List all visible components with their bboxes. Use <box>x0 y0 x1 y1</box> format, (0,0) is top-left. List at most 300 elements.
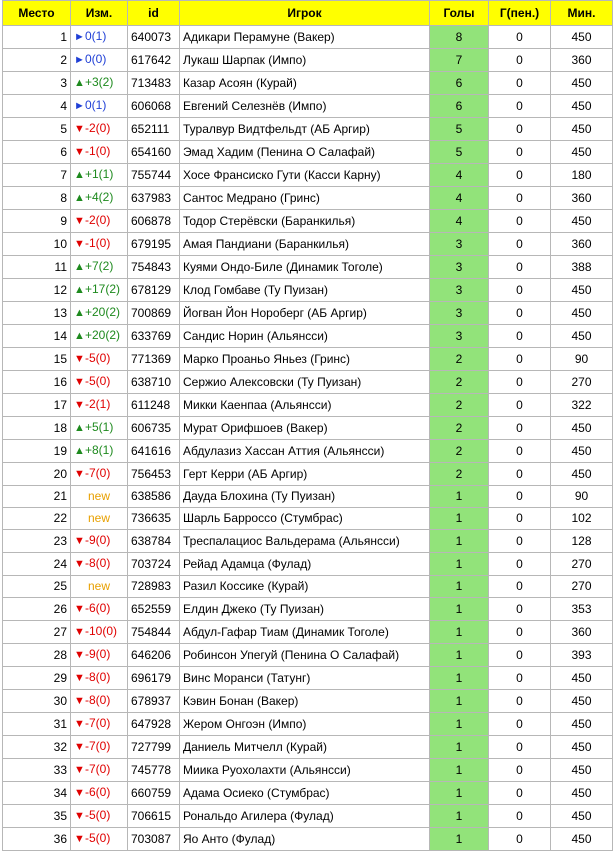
change-cell[interactable] <box>71 49 128 72</box>
arrow-down-icon: ▼ <box>74 123 85 135</box>
id-cell[interactable]: 696179 <box>128 667 180 690</box>
rank-cell[interactable]: 17 <box>3 394 71 417</box>
goals-cell[interactable]: 4 <box>430 187 489 210</box>
mins-cell[interactable]: 450 <box>551 325 613 348</box>
change-cell[interactable] <box>71 348 128 371</box>
pen-cell[interactable]: 0 <box>489 805 551 828</box>
goals-cell[interactable]: 2 <box>430 348 489 371</box>
rank-cell[interactable]: 10 <box>3 233 71 256</box>
id-cell[interactable]: 727799 <box>128 736 180 759</box>
id-cell[interactable]: 638710 <box>128 371 180 394</box>
id-cell[interactable]: 652559 <box>128 598 180 621</box>
goals-cell[interactable]: 6 <box>430 72 489 95</box>
rank-cell[interactable]: 25 <box>3 576 71 598</box>
id-cell[interactable]: 647928 <box>128 713 180 736</box>
change-cell[interactable] <box>71 690 128 713</box>
change-value: -7(0) <box>85 466 111 480</box>
player-cell[interactable]: Герт Керри (АБ Аргир) <box>180 463 430 486</box>
change-cell[interactable] <box>71 187 128 210</box>
goals-cell[interactable]: 7 <box>430 49 489 72</box>
goals-cell[interactable]: 3 <box>430 233 489 256</box>
mins-cell[interactable]: 450 <box>551 440 613 463</box>
pen-cell[interactable]: 0 <box>489 417 551 440</box>
change-value: +17(2) <box>85 282 121 296</box>
rank-cell[interactable]: 19 <box>3 440 71 463</box>
player-cell[interactable]: Мурат Орифшоев (Вакер) <box>180 417 430 440</box>
rank-cell[interactable]: 32 <box>3 736 71 759</box>
id-cell[interactable]: 728983 <box>128 576 180 598</box>
header-rank[interactable]: Место <box>3 1 71 26</box>
pen-cell[interactable]: 0 <box>489 736 551 759</box>
goals-cell[interactable]: 1 <box>430 621 489 644</box>
change-cell[interactable] <box>71 828 128 851</box>
player-cell[interactable]: Микки Каенпаа (Альянсси) <box>180 394 430 417</box>
change-value: -2(0) <box>85 213 111 227</box>
mins-cell[interactable]: 450 <box>551 95 613 118</box>
mins-cell[interactable]: 450 <box>551 782 613 805</box>
rank-cell[interactable]: 31 <box>3 713 71 736</box>
goals-cell[interactable]: 5 <box>430 118 489 141</box>
mins-cell[interactable]: 353 <box>551 598 613 621</box>
goals-cell[interactable]: 2 <box>430 440 489 463</box>
id-cell[interactable]: 646206 <box>128 644 180 667</box>
rank-cell[interactable]: 5 <box>3 118 71 141</box>
change-value: -5(0) <box>85 351 111 365</box>
id-cell[interactable]: 606068 <box>128 95 180 118</box>
table-row <box>3 394 613 417</box>
change-cell[interactable] <box>71 440 128 463</box>
table-row <box>3 736 613 759</box>
rank-cell[interactable]: 33 <box>3 759 71 782</box>
pen-cell[interactable]: 0 <box>489 49 551 72</box>
pen-cell[interactable]: 0 <box>489 348 551 371</box>
pen-cell[interactable]: 0 <box>489 828 551 851</box>
pen-cell[interactable]: 0 <box>489 256 551 279</box>
header-goals[interactable]: Голы <box>430 1 489 26</box>
rank-cell[interactable]: 16 <box>3 371 71 394</box>
player-cell[interactable]: Винс Моранси (Татунг) <box>180 667 430 690</box>
rank-cell[interactable]: 29 <box>3 667 71 690</box>
goals-cell[interactable]: 1 <box>430 667 489 690</box>
goals-cell[interactable]: 1 <box>430 736 489 759</box>
rank-cell[interactable]: 23 <box>3 530 71 553</box>
pen-cell[interactable]: 0 <box>489 690 551 713</box>
pen-cell[interactable]: 0 <box>489 463 551 486</box>
pen-cell[interactable]: 0 <box>489 530 551 553</box>
mins-cell[interactable]: 450 <box>551 417 613 440</box>
id-cell[interactable]: 703087 <box>128 828 180 851</box>
change-value: 0(1) <box>85 98 107 112</box>
rank-cell[interactable]: 11 <box>3 256 71 279</box>
change-value: -5(0) <box>85 808 111 822</box>
table-row <box>3 325 613 348</box>
rank-cell[interactable]: 21 <box>3 486 71 508</box>
goals-cell[interactable]: 2 <box>430 394 489 417</box>
player-cell[interactable]: Дауда Блохина (Ту Пуизан) <box>180 486 430 508</box>
goals-cell[interactable]: 1 <box>430 644 489 667</box>
arrow-down-icon: ▼ <box>74 764 85 776</box>
mins-cell[interactable]: 450 <box>551 26 613 49</box>
id-cell[interactable]: 640073 <box>128 26 180 49</box>
mins-cell[interactable]: 270 <box>551 371 613 394</box>
rank-cell[interactable]: 3 <box>3 72 71 95</box>
mins-cell[interactable]: 450 <box>551 759 613 782</box>
rank-cell[interactable]: 30 <box>3 690 71 713</box>
player-cell[interactable]: Елдин Джеко (Ту Пуизан) <box>180 598 430 621</box>
goals-cell[interactable]: 1 <box>430 828 489 851</box>
goals-cell[interactable]: 1 <box>430 805 489 828</box>
mins-cell[interactable]: 450 <box>551 713 613 736</box>
goals-cell[interactable]: 4 <box>430 164 489 187</box>
change-cell[interactable] <box>71 164 128 187</box>
player-cell[interactable]: Шарль Барроссо (Стумбрас) <box>180 508 430 530</box>
mins-cell[interactable]: 360 <box>551 187 613 210</box>
id-cell[interactable]: 679195 <box>128 233 180 256</box>
id-cell[interactable]: 641616 <box>128 440 180 463</box>
change-cell[interactable] <box>71 417 128 440</box>
goals-cell[interactable]: 2 <box>430 371 489 394</box>
table-row <box>3 141 613 164</box>
change-cell[interactable] <box>71 508 128 530</box>
id-cell[interactable]: 660759 <box>128 782 180 805</box>
mins-cell[interactable]: 450 <box>551 828 613 851</box>
change-value: 0(1) <box>85 29 107 43</box>
mins-cell[interactable]: 450 <box>551 210 613 233</box>
goals-cell[interactable]: 6 <box>430 95 489 118</box>
player-cell[interactable]: Адикари Перамуне (Вакер) <box>180 26 430 49</box>
table-row <box>3 210 613 233</box>
mins-cell[interactable]: 450 <box>551 736 613 759</box>
id-cell[interactable]: 606735 <box>128 417 180 440</box>
mins-cell[interactable]: 450 <box>551 463 613 486</box>
rank-cell[interactable]: 26 <box>3 598 71 621</box>
header-pen[interactable]: Г(пен.) <box>489 1 551 26</box>
mins-cell[interactable]: 450 <box>551 118 613 141</box>
table-row <box>3 621 613 644</box>
rank-cell[interactable]: 28 <box>3 644 71 667</box>
id-cell[interactable]: 678129 <box>128 279 180 302</box>
goals-cell[interactable]: 5 <box>430 141 489 164</box>
player-cell[interactable]: Тодор Стерёвски (Баранкилья) <box>180 210 430 233</box>
pen-cell[interactable]: 0 <box>489 644 551 667</box>
rank-cell[interactable]: 35 <box>3 805 71 828</box>
player-cell[interactable]: Эмад Хадим (Пенина О Салафай) <box>180 141 430 164</box>
header-id[interactable]: id <box>128 1 180 26</box>
mins-cell[interactable]: 450 <box>551 279 613 302</box>
change-cell[interactable] <box>71 576 128 598</box>
player-cell[interactable]: Яо Анто (Фулад) <box>180 828 430 851</box>
change-cell[interactable] <box>71 394 128 417</box>
change-value: +7(2) <box>85 259 114 273</box>
table-row <box>3 463 613 486</box>
player-cell[interactable]: Разил Коссике (Курай) <box>180 576 430 598</box>
arrow-down-icon: ▼ <box>74 672 85 684</box>
pen-cell[interactable]: 0 <box>489 508 551 530</box>
player-cell[interactable]: Клод Гомбаве (Ту Пуизан) <box>180 279 430 302</box>
change-value: -5(0) <box>85 374 111 388</box>
change-cell[interactable] <box>71 530 128 553</box>
player-cell[interactable]: Казар Асоян (Курай) <box>180 72 430 95</box>
change-cell[interactable] <box>71 141 128 164</box>
pen-cell[interactable]: 0 <box>489 667 551 690</box>
rank-cell[interactable]: 1 <box>3 26 71 49</box>
goals-cell[interactable]: 1 <box>430 713 489 736</box>
player-cell[interactable]: Хосе Франсиско Гути (Касси Карну) <box>180 164 430 187</box>
rank-cell[interactable]: 9 <box>3 210 71 233</box>
mins-cell[interactable]: 450 <box>551 72 613 95</box>
change-value: -7(0) <box>85 739 111 753</box>
rank-cell[interactable]: 14 <box>3 325 71 348</box>
player-cell[interactable]: Абдул-Гафар Тиам (Динамик Тоголе) <box>180 621 430 644</box>
arrow-down-icon: ▼ <box>74 603 85 615</box>
rank-cell[interactable]: 34 <box>3 782 71 805</box>
change-cell[interactable] <box>71 256 128 279</box>
pen-cell[interactable]: 0 <box>489 95 551 118</box>
id-cell[interactable]: 713483 <box>128 72 180 95</box>
change-value: -6(0) <box>85 601 111 615</box>
goals-cell[interactable]: 3 <box>430 325 489 348</box>
rank-cell[interactable]: 4 <box>3 95 71 118</box>
header-mins[interactable]: Мин. <box>551 1 613 26</box>
player-cell[interactable]: Адама Осиеко (Стумбрас) <box>180 782 430 805</box>
arrow-up-icon: ▲ <box>74 192 85 204</box>
table-row <box>3 576 613 598</box>
mins-cell[interactable]: 450 <box>551 667 613 690</box>
change-cell[interactable] <box>71 486 128 508</box>
id-cell[interactable]: 745778 <box>128 759 180 782</box>
pen-cell[interactable]: 0 <box>489 440 551 463</box>
id-cell[interactable]: 652111 <box>128 118 180 141</box>
goals-cell[interactable]: 8 <box>430 26 489 49</box>
change-cell[interactable] <box>71 371 128 394</box>
pen-cell[interactable]: 0 <box>489 26 551 49</box>
table-row <box>3 26 613 49</box>
id-cell[interactable]: 706615 <box>128 805 180 828</box>
rank-cell[interactable]: 8 <box>3 187 71 210</box>
goals-cell[interactable]: 1 <box>430 508 489 530</box>
mins-cell[interactable]: 90 <box>551 348 613 371</box>
rank-cell[interactable]: 6 <box>3 141 71 164</box>
id-cell[interactable]: 617642 <box>128 49 180 72</box>
change-cell[interactable] <box>71 736 128 759</box>
mins-cell[interactable]: 450 <box>551 302 613 325</box>
goals-cell[interactable]: 1 <box>430 598 489 621</box>
goals-cell[interactable]: 1 <box>430 690 489 713</box>
player-cell[interactable]: Кэвин Бонан (Вакер) <box>180 690 430 713</box>
id-cell[interactable]: 771369 <box>128 348 180 371</box>
player-cell[interactable]: Жером Онгоэн (Импо) <box>180 713 430 736</box>
id-cell[interactable]: 638586 <box>128 486 180 508</box>
mins-cell[interactable]: 180 <box>551 164 613 187</box>
table-row <box>3 759 613 782</box>
header-change[interactable]: Изм. <box>71 1 128 26</box>
mins-cell[interactable]: 450 <box>551 690 613 713</box>
rank-cell[interactable]: 27 <box>3 621 71 644</box>
arrow-right-icon: ► <box>74 54 85 66</box>
mins-cell[interactable]: 270 <box>551 553 613 576</box>
change-cell[interactable] <box>71 302 128 325</box>
change-cell[interactable] <box>71 26 128 49</box>
mins-cell[interactable]: 102 <box>551 508 613 530</box>
goals-cell[interactable]: 3 <box>430 302 489 325</box>
player-cell[interactable]: Абдулазиз Хассан Аттия (Альянсси) <box>180 440 430 463</box>
player-cell[interactable]: Рональдо Агилера (Фулад) <box>180 805 430 828</box>
player-cell[interactable]: Туралвур Видтфельдт (АБ Аргир) <box>180 118 430 141</box>
goals-cell[interactable]: 1 <box>430 486 489 508</box>
pen-cell[interactable]: 0 <box>489 713 551 736</box>
change-cell[interactable] <box>71 598 128 621</box>
player-cell[interactable]: Лукаш Шарпак (Импо) <box>180 49 430 72</box>
change-value: +5(1) <box>85 420 114 434</box>
pen-cell[interactable]: 0 <box>489 72 551 95</box>
rank-cell[interactable]: 2 <box>3 49 71 72</box>
scorers-table <box>2 0 613 851</box>
id-cell[interactable]: 678937 <box>128 690 180 713</box>
change-value: -10(0) <box>85 624 118 638</box>
pen-cell[interactable]: 0 <box>489 302 551 325</box>
pen-cell[interactable]: 0 <box>489 141 551 164</box>
pen-cell[interactable]: 0 <box>489 325 551 348</box>
pen-cell[interactable]: 0 <box>489 553 551 576</box>
goals-cell[interactable]: 3 <box>430 256 489 279</box>
pen-cell[interactable]: 0 <box>489 187 551 210</box>
mins-cell[interactable]: 270 <box>551 576 613 598</box>
goals-cell[interactable]: 2 <box>430 463 489 486</box>
change-cell[interactable] <box>71 325 128 348</box>
change-cell[interactable] <box>71 782 128 805</box>
id-cell[interactable]: 633769 <box>128 325 180 348</box>
change-cell[interactable] <box>71 759 128 782</box>
player-cell[interactable]: Йогван Йон Нороберг (АБ Аргир) <box>180 302 430 325</box>
pen-cell[interactable]: 0 <box>489 486 551 508</box>
pen-cell[interactable]: 0 <box>489 210 551 233</box>
id-cell[interactable]: 700869 <box>128 302 180 325</box>
pen-cell[interactable]: 0 <box>489 279 551 302</box>
player-cell[interactable]: Рейад Адамца (Фулад) <box>180 553 430 576</box>
pen-cell[interactable]: 0 <box>489 759 551 782</box>
change-cell[interactable] <box>71 279 128 302</box>
id-cell[interactable]: 638784 <box>128 530 180 553</box>
change-cell[interactable] <box>71 713 128 736</box>
id-cell[interactable]: 755744 <box>128 164 180 187</box>
id-cell[interactable]: 756453 <box>128 463 180 486</box>
goals-cell[interactable]: 4 <box>430 210 489 233</box>
rank-cell[interactable]: 13 <box>3 302 71 325</box>
table-row <box>3 530 613 553</box>
goals-cell[interactable]: 3 <box>430 279 489 302</box>
rank-cell[interactable]: 12 <box>3 279 71 302</box>
pen-cell[interactable]: 0 <box>489 118 551 141</box>
player-cell[interactable]: Сантос Медрано (Гринс) <box>180 187 430 210</box>
goals-cell[interactable]: 2 <box>430 417 489 440</box>
mins-cell[interactable]: 90 <box>551 486 613 508</box>
player-cell[interactable]: Амая Пандиани (Баранкилья) <box>180 233 430 256</box>
change-cell[interactable] <box>71 644 128 667</box>
rank-cell[interactable]: 24 <box>3 553 71 576</box>
rank-cell[interactable]: 18 <box>3 417 71 440</box>
change-value: -7(0) <box>85 762 111 776</box>
table-row <box>3 118 613 141</box>
change-value: -1(0) <box>85 236 111 250</box>
goals-cell[interactable]: 1 <box>430 530 489 553</box>
change-cell[interactable] <box>71 210 128 233</box>
table-row <box>3 95 613 118</box>
goals-cell[interactable]: 1 <box>430 782 489 805</box>
rank-cell[interactable]: 15 <box>3 348 71 371</box>
goals-cell[interactable]: 1 <box>430 576 489 598</box>
id-cell[interactable]: 736635 <box>128 508 180 530</box>
goals-cell[interactable]: 1 <box>430 553 489 576</box>
mins-cell[interactable]: 388 <box>551 256 613 279</box>
player-cell[interactable]: Сандис Норин (Альянсси) <box>180 325 430 348</box>
change-cell[interactable] <box>71 95 128 118</box>
pen-cell[interactable]: 0 <box>489 621 551 644</box>
change-cell[interactable] <box>71 667 128 690</box>
mins-cell[interactable]: 393 <box>551 644 613 667</box>
mins-cell[interactable]: 128 <box>551 530 613 553</box>
pen-cell[interactable]: 0 <box>489 782 551 805</box>
id-cell[interactable]: 637983 <box>128 187 180 210</box>
pen-cell[interactable]: 0 <box>489 233 551 256</box>
player-cell[interactable]: Евгений Селезнёв (Импо) <box>180 95 430 118</box>
change-cell[interactable] <box>71 553 128 576</box>
id-cell[interactable]: 703724 <box>128 553 180 576</box>
mins-cell[interactable]: 360 <box>551 49 613 72</box>
table-row <box>3 486 613 508</box>
mins-cell[interactable]: 450 <box>551 141 613 164</box>
mins-cell[interactable]: 360 <box>551 233 613 256</box>
pen-cell[interactable]: 0 <box>489 394 551 417</box>
mins-cell[interactable]: 450 <box>551 805 613 828</box>
pen-cell[interactable]: 0 <box>489 371 551 394</box>
mins-cell[interactable]: 322 <box>551 394 613 417</box>
change-value: -2(1) <box>85 397 111 411</box>
player-cell[interactable]: Даниель Митчелл (Курай) <box>180 736 430 759</box>
change-cell[interactable] <box>71 463 128 486</box>
header-player[interactable]: Игрок <box>180 1 430 26</box>
change-cell[interactable] <box>71 805 128 828</box>
new-badge: new <box>87 511 110 525</box>
player-cell[interactable]: Куями Ондо-Биле (Динамик Тоголе) <box>180 256 430 279</box>
arrow-up-icon: ▲ <box>74 77 85 89</box>
change-cell[interactable] <box>71 118 128 141</box>
rank-cell[interactable]: 20 <box>3 463 71 486</box>
pen-cell[interactable]: 0 <box>489 598 551 621</box>
player-cell[interactable]: Треспалациос Вальдерама (Альянсси) <box>180 530 430 553</box>
player-cell[interactable]: Сержио Алексовски (Ту Пуизан) <box>180 371 430 394</box>
id-cell[interactable]: 754843 <box>128 256 180 279</box>
change-cell[interactable] <box>71 621 128 644</box>
mins-cell[interactable]: 360 <box>551 621 613 644</box>
id-cell[interactable]: 654160 <box>128 141 180 164</box>
player-cell[interactable]: Робинсон Упегуй (Пенина О Салафай) <box>180 644 430 667</box>
table-row <box>3 417 613 440</box>
pen-cell[interactable]: 0 <box>489 576 551 598</box>
id-cell[interactable]: 754844 <box>128 621 180 644</box>
change-cell[interactable] <box>71 233 128 256</box>
pen-cell[interactable]: 0 <box>489 164 551 187</box>
change-cell[interactable] <box>71 72 128 95</box>
table-row <box>3 782 613 805</box>
rank-cell[interactable]: 36 <box>3 828 71 851</box>
player-cell[interactable]: Миика Руохолахти (Альянсси) <box>180 759 430 782</box>
id-cell[interactable]: 611248 <box>128 394 180 417</box>
rank-cell[interactable]: 22 <box>3 508 71 530</box>
player-cell[interactable]: Марко Проаньо Яньез (Гринс) <box>180 348 430 371</box>
id-cell[interactable]: 606878 <box>128 210 180 233</box>
rank-cell[interactable]: 7 <box>3 164 71 187</box>
goals-cell[interactable]: 1 <box>430 759 489 782</box>
